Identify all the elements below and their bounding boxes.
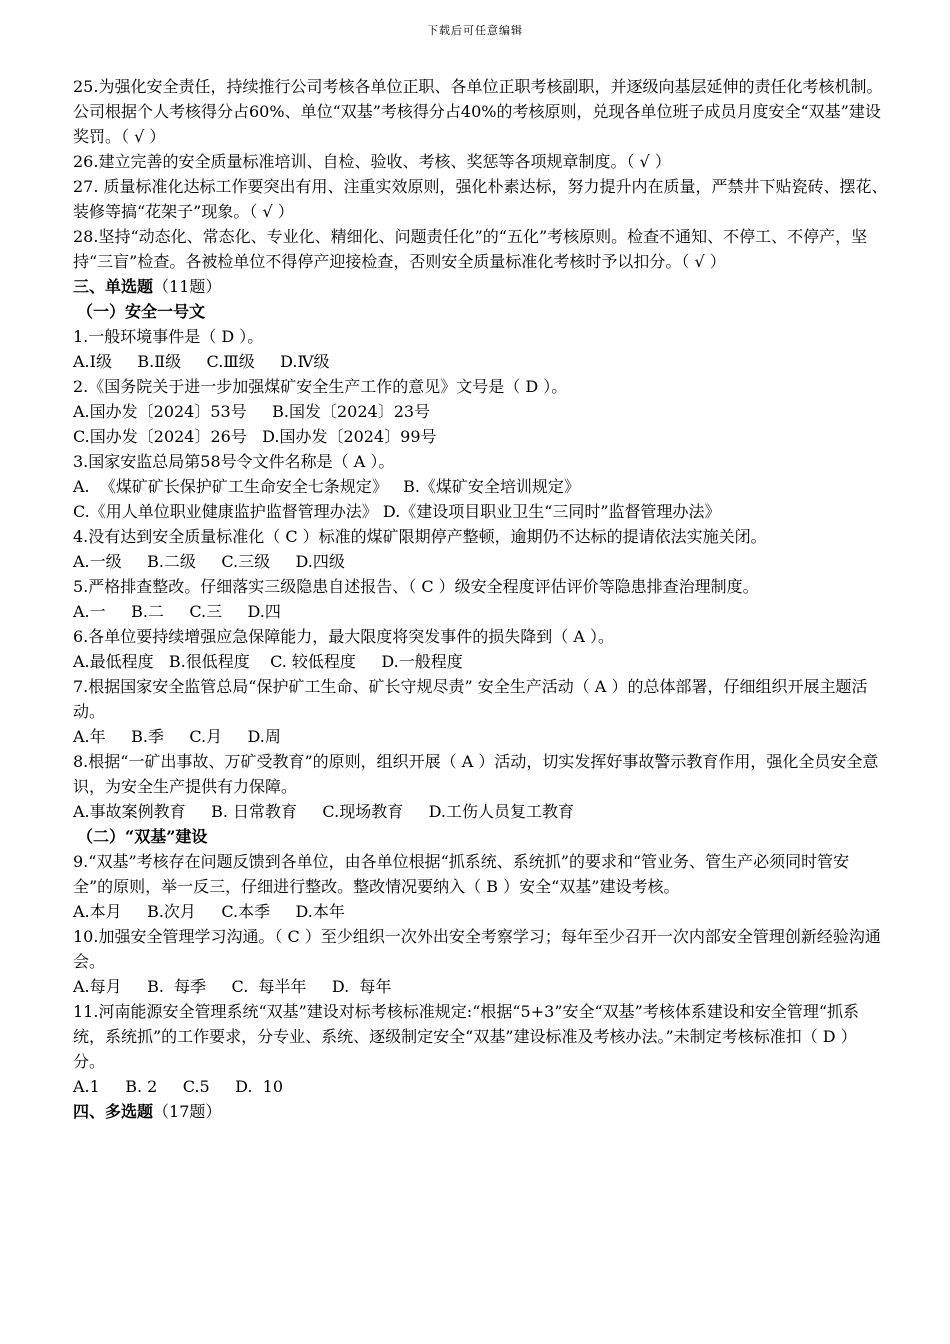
question-text: 10.加强安全管理学习沟通。（ C ）至少组织一次外出安全考察学习；每年至少召开一次内部安全管理创新经验沟通会。: [73, 927, 881, 971]
answer-options: A.国办发〔2024〕53号 B.国发〔2024〕23号: [73, 402, 431, 421]
page-header: 下载后可任意编辑: [427, 24, 523, 37]
section-title: 三、单选题: [73, 277, 154, 296]
section-count: （17题）: [153, 1102, 222, 1121]
question-text: 26.建立完善的安全质量标准培训、自检、验收、考核、奖惩等各项规章制度。（ √ ）: [73, 152, 671, 171]
question-text: 3.国家安监总局第58号令文件名称是（ A ）。: [73, 452, 395, 471]
question-text: 4.没有达到安全质量标准化（ C ）标准的煤矿限期停产整顿，逾期仍不达标的提请依法实施关闭。: [73, 527, 767, 546]
answer-options: A.Ⅰ级 B.Ⅱ级 C.Ⅲ级 D.Ⅳ级: [73, 352, 330, 371]
answer-options: A.每月 B. 每季 C. 每半年 D. 每年: [73, 977, 392, 996]
question-text: 28.坚持“动态化、常态化、专业化、精细化、问题责任化”的“五化”考核原则。检查不通知、不停工、不停产，坚持“三盲”检查。各被检单位不得停产迎接检查，否则安全质量标准化考核时予以扣分。（ √ ）: [73, 227, 868, 271]
answer-options: A.一级 B.二级 C.三级 D.四级: [73, 552, 345, 571]
section-title: 四、多选题: [73, 1102, 154, 1121]
document-body: [73, 74, 888, 1124]
answer-options: A.事故案例教育 B. 日常教育 C.现场教育 D.工伤人员复工教育: [73, 802, 574, 821]
section-count: （11题）: [153, 277, 222, 296]
subsection-heading: （二）“双基”建设: [77, 827, 208, 846]
question-text: 5.严格排查整改。仔细落实三级隐患自述报告、（ C ）级安全程度评估评价等隐患排查治理制度。: [73, 577, 759, 596]
answer-options: A.年 B.季 C.月 D.周: [73, 727, 281, 746]
question-text: 2.《国务院关于进一步加强煤矿安全生产工作的意见》文号是（ D ）。: [73, 377, 568, 396]
question-text: 8.根据“一矿出事故、万矿受教育”的原则，组织开展（ A ）活动，切实发挥好事故警示教育作用，强化全员安全意识，为安全生产提供有力保障。: [73, 752, 879, 796]
section-heading: [73, 274, 888, 299]
section-heading: [73, 1099, 888, 1124]
question-text: 25.为强化安全责任，持续推行公司考核各单位正职、各单位正职考核副职，并逐级向基层延伸的责任化考核机制。公司根据个人考核得分占60%、单位“双基”考核得分占40%的考核原则，兑现各单位班子成员月度安全“双基”建设奖罚。（ √ ）: [73, 77, 883, 146]
question-text: 11.河南能源安全管理系统“双基”建设对标考核标准规定:“根据“5+3”安全“双基”考核体系建设和安全管理“抓系统，系统抓”的工作要求，分专业、系统、逐级制定安全“双基”建设标准及考核办法。”未制定考核标准扣（ D ）分。: [73, 1002, 860, 1071]
question-text: 1.一般环境事件是（ D ）。: [73, 327, 264, 346]
question-text: 6.各单位要持续增强应急保障能力，最大限度将突发事件的损失降到（ A ）。: [73, 627, 614, 646]
question-text: 9.“双基”考核存在问题反馈到各单位，由各单位根据“抓系统、系统抓”的要求和“管业务、管生产必须同时管安全”的原则，举一反三，仔细进行整改。整改情况要纳入（ B ）安全“双基”建设考核。: [73, 852, 850, 896]
answer-options: C.国办发〔2024〕26号 D.国办发〔2024〕99号: [73, 427, 437, 446]
question-text: 27. 质量标准化达标工作要突出有用、注重实效原则，强化朴素达标，努力提升内在质量，严禁井下贴瓷砖、摆花、装修等搞“花架子”现象。（ √ ）: [73, 177, 888, 221]
answer-options: A.1 B. 2 C.5 D. 10: [73, 1077, 284, 1096]
answer-options: A.一 B.二 C.三 D.四: [73, 602, 281, 621]
answer-options: A. 《煤矿矿长保护矿工生命安全七条规定》 B.《煤矿安全培训规定》: [73, 477, 580, 496]
answer-options: A.最低程度 B.很低程度 C. 较低程度 D.一般程度: [73, 652, 463, 671]
subsection-heading: （一）安全一号文: [77, 302, 206, 321]
question-text: C.《用人单位职业健康监护监督管理办法》 D.《建设项目职业卫生“三同时”监督管理办法》: [73, 502, 721, 521]
answer-options: A.本月 B.次月 C.本季 D.本年: [73, 902, 345, 921]
question-text: 7.根据国家安全监管总局“保护矿工生命、矿长守规尽责” 安全生产活动（ A ）的总体部署，仔细组织开展主题活动。: [73, 677, 868, 721]
